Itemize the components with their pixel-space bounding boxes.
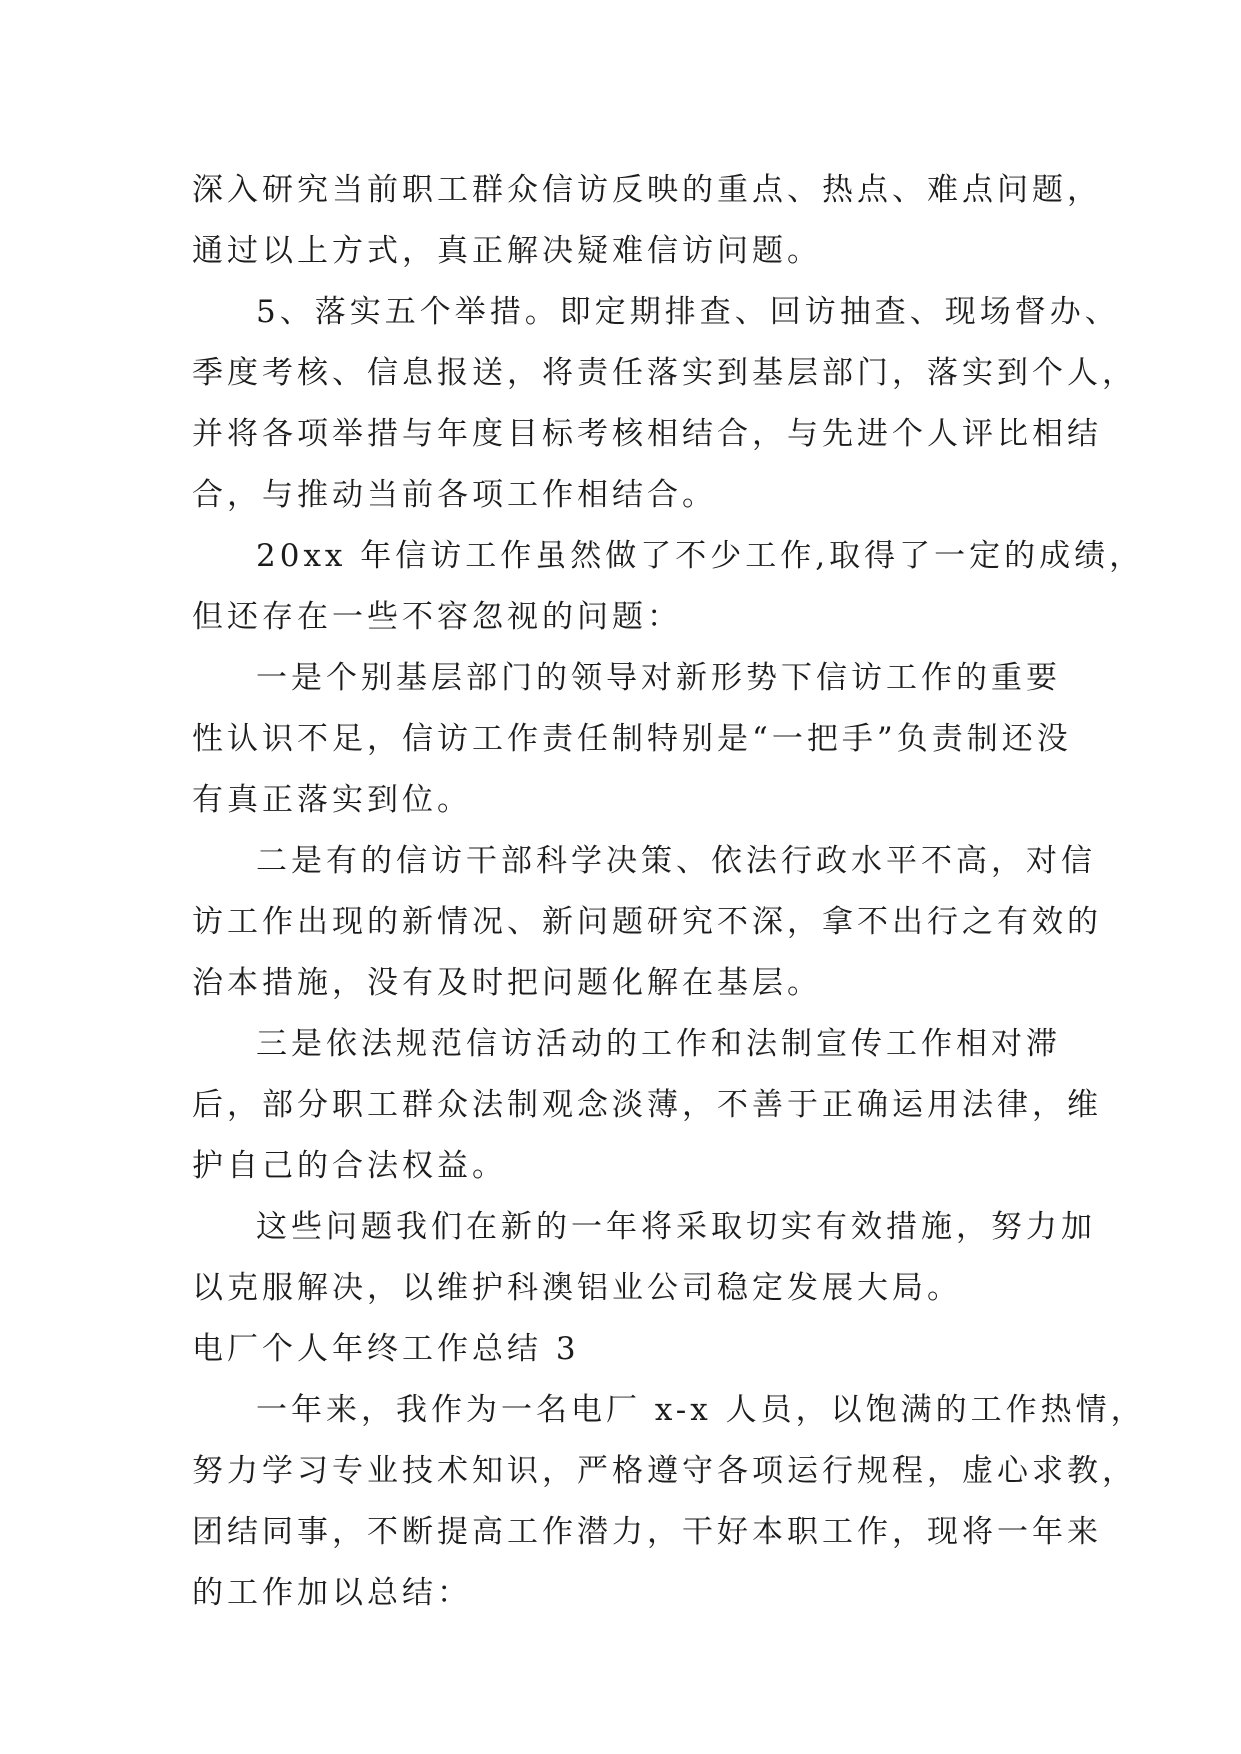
text-line: 性认识不足，信访工作责任制特别是“一把手”负责制还没	[192, 721, 1072, 757]
text-line: 有真正落实到位。	[192, 782, 472, 818]
text-line: 治本措施，没有及时把问题化解在基层。	[192, 965, 822, 1001]
text-line: 20xx 年信访工作虽然做了不少工作,取得了一定的成绩，	[256, 538, 1145, 574]
text-line: 三是依法规范信访活动的工作和法制宣传工作相对滞	[256, 1026, 1061, 1062]
text-line: 努力学习专业技术知识，严格遵守各项运行规程，虚心求教，	[192, 1453, 1137, 1489]
text-line: 5、落实五个举措。即定期排查、回访抽查、现场督办、	[256, 294, 1120, 330]
text-line: 通过以上方式，真正解决疑难信访问题。	[192, 233, 822, 269]
text-line: 一年来，我作为一名电厂 x-x 人员，以饱满的工作热情，	[256, 1392, 1146, 1428]
text-line: 季度考核、信息报送，将责任落实到基层部门，落实到个人，	[192, 355, 1137, 391]
text-line: 二是有的信访干部科学决策、依法行政水平不高，对信	[256, 843, 1096, 879]
text-line: 以克服解决，以维护科澳铝业公司稳定发展大局。	[192, 1270, 962, 1306]
text-line: 深入研究当前职工群众信访反映的重点、热点、难点问题，	[192, 172, 1102, 208]
text-line: 但还存在一些不容忽视的问题：	[192, 599, 682, 635]
text-line: 团结同事，不断提高工作潜力，干好本职工作，现将一年来	[192, 1514, 1102, 1550]
document-body	[192, 160, 1146, 1624]
text-line: 并将各项举措与年度目标考核相结合，与先进个人评比相结	[192, 416, 1102, 452]
text-line: 后，部分职工群众法制观念淡薄，不善于正确运用法律，维	[192, 1087, 1102, 1123]
text-line: 访工作出现的新情况、新问题研究不深，拿不出行之有效的	[192, 904, 1102, 940]
text-line: 合，与推动当前各项工作相结合。	[192, 477, 717, 513]
text-line: 的工作加以总结：	[192, 1575, 472, 1611]
text-line: 电厂个人年终工作总结 3	[192, 1331, 580, 1367]
text-line: 一是个别基层部门的领导对新形势下信访工作的重要	[256, 660, 1061, 696]
text-line: 这些问题我们在新的一年将采取切实有效措施，努力加	[256, 1209, 1096, 1245]
text-line: 护自己的合法权益。	[192, 1148, 507, 1184]
